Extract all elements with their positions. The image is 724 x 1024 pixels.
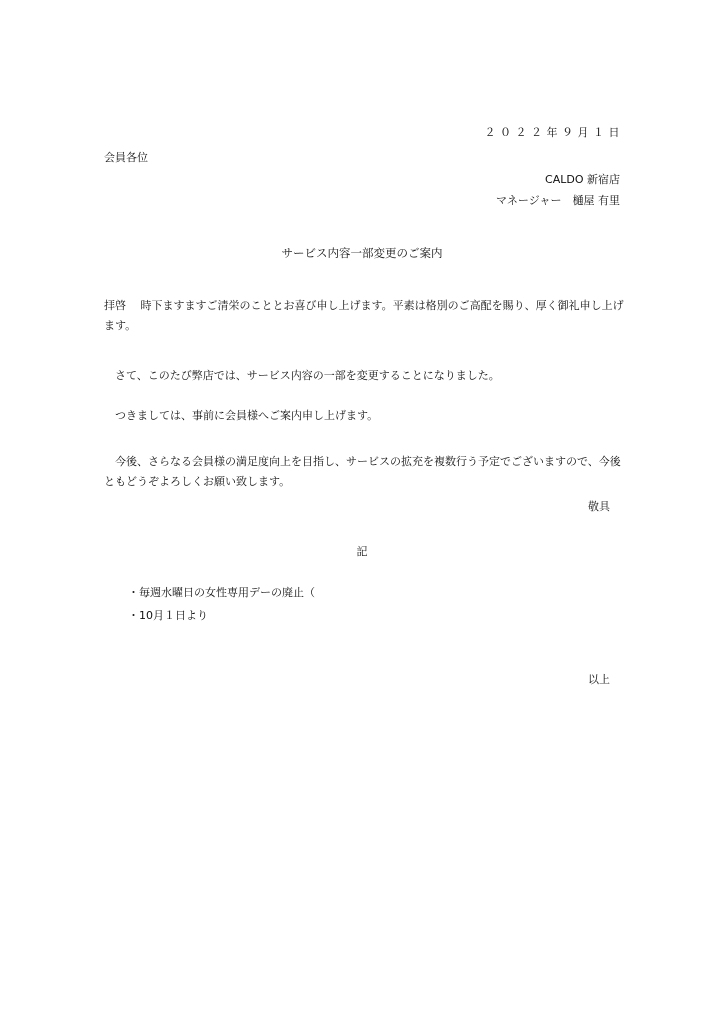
notes-item: ・毎週水曜日の女性専用デーの廃止（	[128, 586, 315, 599]
end-mark: 以上	[588, 673, 610, 686]
notes-heading: 記	[356, 545, 368, 558]
sender-company: CALDO 新宿店	[545, 173, 620, 186]
addressee: 会員各位	[104, 151, 148, 164]
body-paragraph-change: さて、このたび弊店では、サービス内容の一部を変更することになりました。	[104, 369, 500, 382]
sender-manager: マネージャー 樋屋 有里	[495, 194, 620, 207]
body-paragraph-notice: つきましては、事前に会員様へご案内申し上げます。	[104, 409, 379, 422]
document-subject: サービス内容一部変更のご案内	[281, 246, 443, 260]
document-date: ２０２２年９月１日	[484, 126, 624, 139]
greeting-paragraph: 拝啓 時下ますますご清栄のこととお喜び申し上げます。平素は格別のご高配を賜り、厚く御礼申し上げます。	[104, 299, 624, 332]
closing-word: 敬具	[588, 500, 610, 513]
notes-item: ・10月１日より	[128, 609, 208, 622]
body-paragraph-future: 今後、さらなる会員様の満足度向上を目指し、サービスの拡充を複数行う予定でございますので、今後ともどうぞよろしくお願い致します。	[104, 455, 621, 488]
